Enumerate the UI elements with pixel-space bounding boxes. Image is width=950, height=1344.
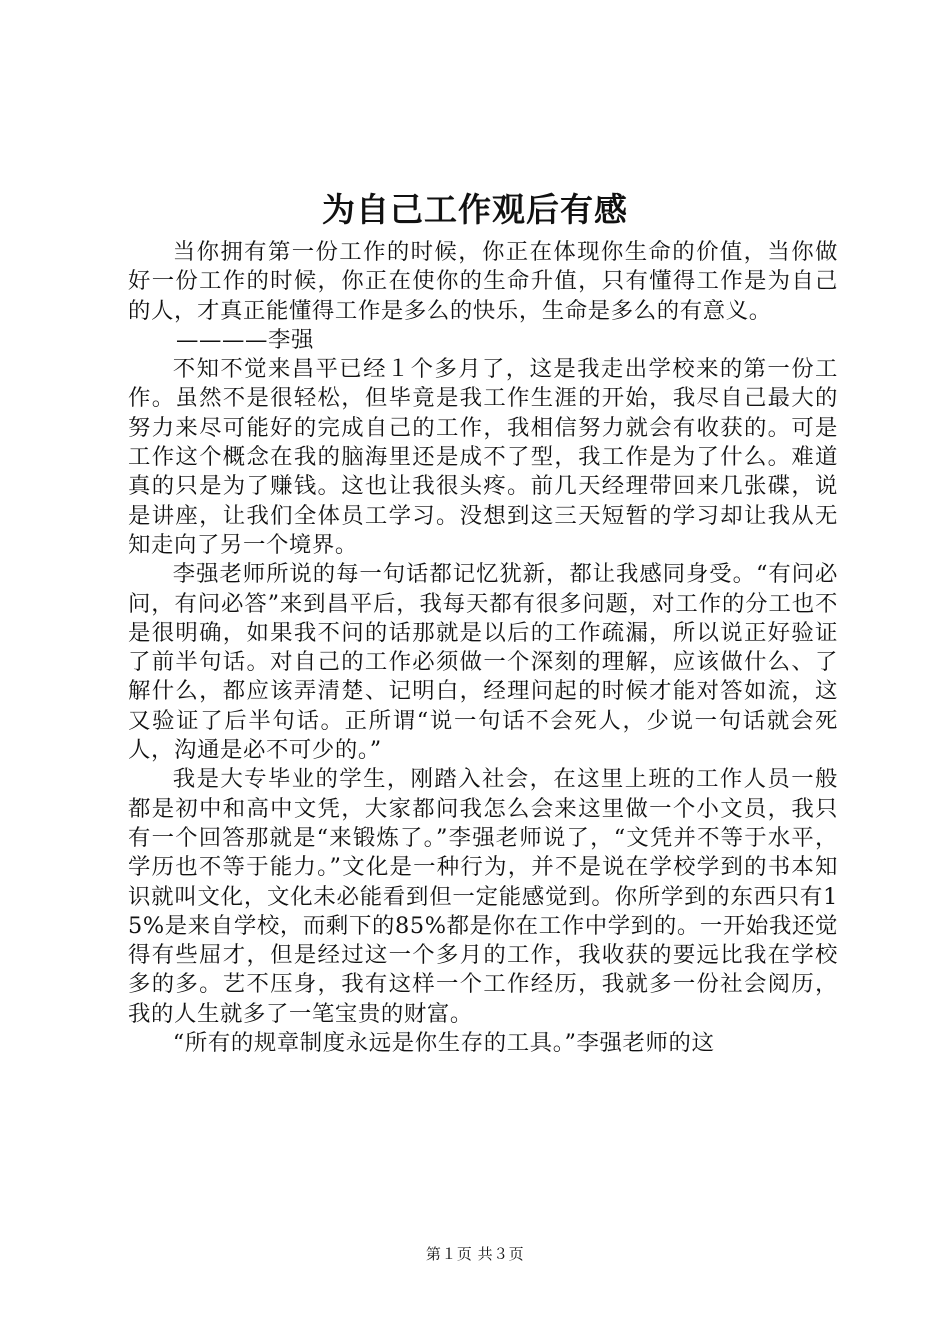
- document-title: 为自己工作观后有感: [322, 190, 628, 229]
- document-body: [128, 238, 838, 1058]
- quote-attribution: ————李强: [176, 326, 314, 353]
- body-paragraph: 我是大专毕业的学生，刚踏入社会，在这里上班的工作人员一般都是初中和高中文凭，大家都问我怎么会来这里做一个小文员，我只有一个回答那就是“来锻炼了。”李强老师说了，“文凭并不等于水平，学历也不等于能力。”文化是一种行为，并不是说在学校学到的书本知识就叫文化，文化未必能看到但一定能感觉到。你所学到的东西只有15%是来自学校，而剩下的85%都是你在工作中学到的。一开始我还觉得有些屈才，但是经过这一个多月的工作，我收获的要远比我在学校多的多。艺不压身，我有这样一个工作经历，我就多一份社会阅历，我的人生就多了一笔宝贵的财富。: [128, 766, 838, 1027]
- body-paragraph: 不知不觉来昌平已经１个多月了，这是我走出学校来的第一份工作。虽然不是很轻松，但毕竟是我工作生涯的开始，我尽自己最大的努力来尽可能好的完成自己的工作，我相信努力就会有收获的。可是工作这个概念在我的脑海里还是成不了型，我工作是为了什么。难道真的只是为了赚钱。这也让我很头疼。前几天经理带回来几张碟，说是讲座，让我们全体员工学习。没想到这三天短暂的学习却让我从无知走向了另一个境界。: [128, 356, 838, 558]
- body-paragraph: “所有的规章制度永远是你生存的工具。”李强老师的这: [172, 1030, 715, 1057]
- intro-quote-paragraph: 当你拥有第一份工作的时候，你正在体现你生命的价值，当你做好一份工作的时候，你正在使你的生命升值，只有懂得工作是为自己的人，才真正能懂得工作是多么的快乐，生命是多么的有意义。: [128, 239, 838, 324]
- page-number-footer: 第１页 共３页: [425, 1245, 525, 1263]
- body-paragraph: 李强老师所说的每一句话都记忆犹新，都让我感同身受。“有问必问，有问必答”来到昌平后，我每天都有很多问题，对工作的分工也不是很明确，如果我不问的话那就是以后的工作疏漏，所以说正好验证了前半句话。对自己的工作必须做一个深刻的理解，应该做什么、了解什么，都应该弄清楚、记明白，经理问起的时候才能对答如流，这又验证了后半句话。正所谓“说一句话不会死人，少说一句话就会死人，沟通是必不可少的。”: [128, 561, 838, 764]
